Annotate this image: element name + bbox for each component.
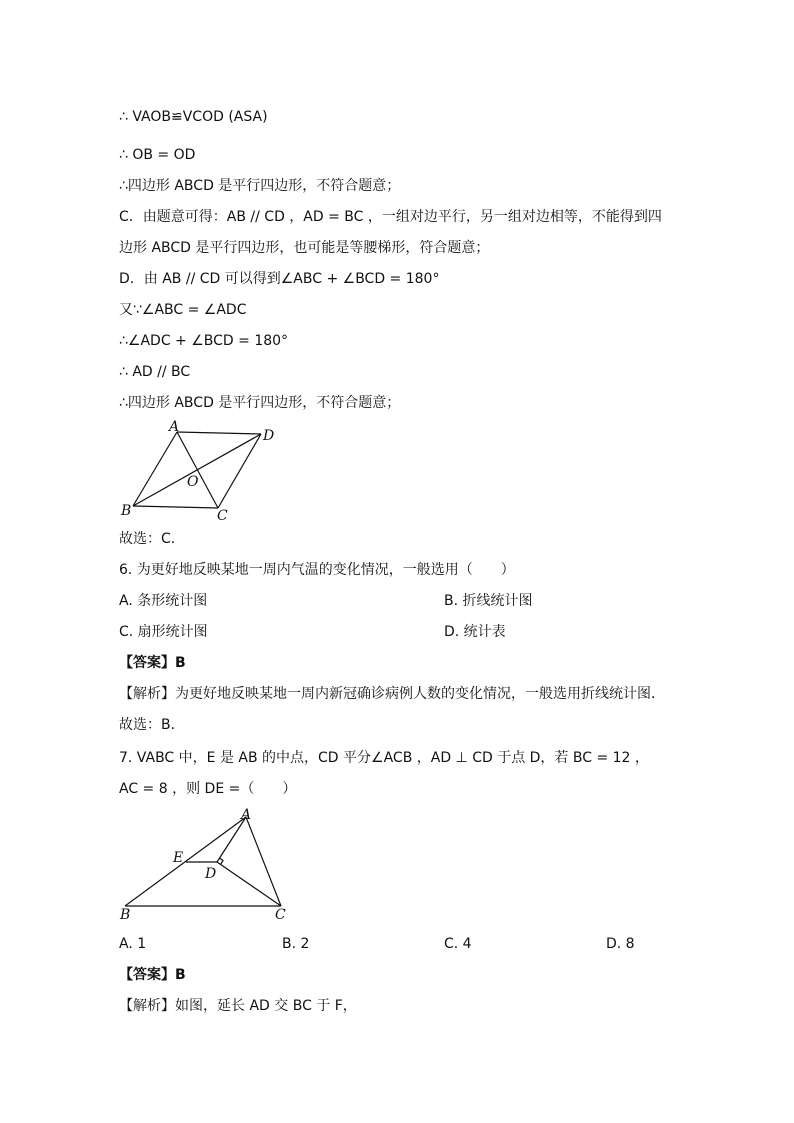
q7-option-a: A. 1 [119,936,147,952]
side-cb [133,506,218,508]
label-d: D [263,428,275,444]
label-c: C [275,907,286,923]
side-ca [246,817,281,906]
label-b: B [120,907,131,923]
line-choose-c: 故选：C． [119,531,185,547]
q7-stem-line2: AC = 8 ，则 DE =（ ） [119,781,297,797]
q7-option-c: C. 4 [444,936,472,952]
line-option-c-2: 边形 ABCD 是平行四边形，也可能是等腰梯形，符合题意； [119,240,490,256]
label-c: C [217,508,228,524]
label-e: E [173,850,184,866]
side-ba [133,432,177,506]
side-dc [218,434,261,508]
segment-dc [217,862,281,906]
q6-analysis: 【解析】为更好地反映某地一周内新冠确诊病例人数的变化情况，一般选用折线统计图． [119,686,665,702]
parallelogram-figure [115,416,285,526]
q6-stem: 6. 为更好地反映某地一周内气温的变化情况，一般选用（ ） [119,562,515,578]
label-o: O [187,474,199,490]
segment-ad [217,817,246,862]
side-ad [177,432,261,434]
label-d: D [205,866,217,882]
label-b: B [121,503,132,519]
q6-option-c: C. 扇形统计图 [119,624,208,640]
side-ab [125,817,246,906]
line-option-c-1: C．由题意可得：AB // CD ，AD = BC ，一组对边平行，另一组对边相等，不能得到四 [119,209,662,225]
line-option-d: D．由 AB // CD 可以得到∠ABC + ∠BCD = 180° [119,271,440,287]
label-a: A [169,419,180,435]
q6-option-a: A. 条形统计图 [119,593,208,609]
q7-stem-line1: 7. VABC 中，E 是 AB 的中点，CD 平分∠ACB ，AD ⊥ CD 于点 D，若 BC = 12 ， [119,750,649,766]
line-conclusion-2: ∴四边形 ABCD 是平行四边形，不符合题意； [119,395,401,411]
q6-option-d: D. 统计表 [444,624,506,640]
q7-answer: 【答案】B [119,967,186,983]
line-ob-od: ∴ OB = OD [119,147,196,163]
line-angle-sum: ∴∠ADC + ∠BCD = 180° [119,333,289,349]
line-ad-bc: ∴ AD // BC [119,364,191,380]
q7-option-d: D. 8 [606,936,635,952]
q6-choose: 故选：B． [119,717,185,733]
triangle-figure [115,805,305,930]
diagonal-bd [133,434,261,506]
q6-option-b: B. 折线统计图 [444,593,533,609]
line-conclusion-1: ∴四边形 ABCD 是平行四边形，不符合题意； [119,178,401,194]
q6-answer: 【答案】B [119,655,186,671]
q7-option-b: B. 2 [282,936,310,952]
label-a: A [241,807,252,823]
line-congruence: ∴ VAOB≌VCOD (ASA) [119,109,268,125]
line-angles-equal: 又∵∠ABC = ∠ADC [119,302,247,318]
q7-analysis: 【解析】如图，延长 AD 交 BC 于 F， [119,998,357,1014]
